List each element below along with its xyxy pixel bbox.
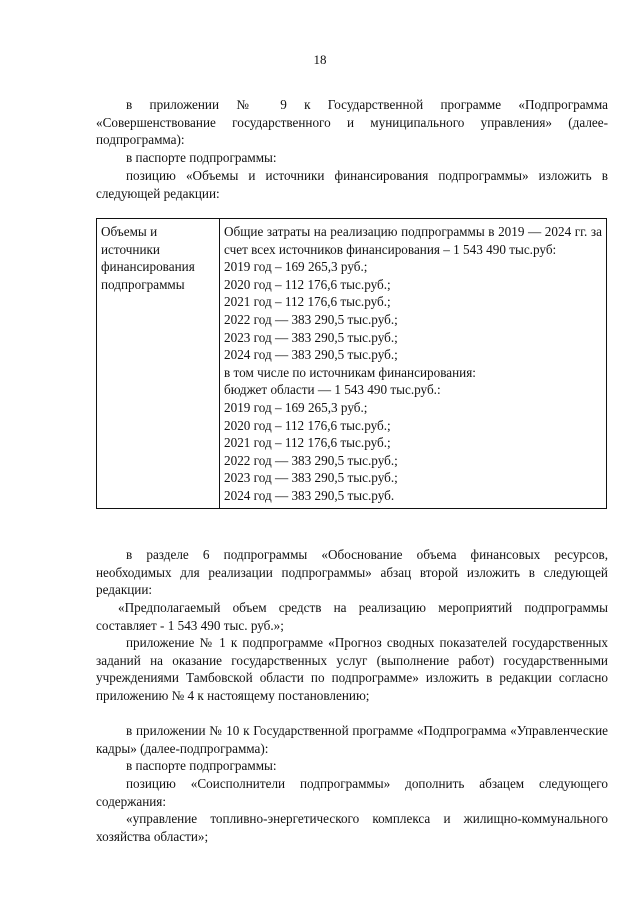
year-region-line: 2021 год – 112 176,6 тыс.руб.;	[224, 435, 391, 451]
paragraph-estimated-volume: «Предполагаемый объем средств на реализацию мероприятий подпрограммы составляет - 1 543 490 тыс. руб.»;	[96, 600, 608, 633]
paragraph-position-volumes: позицию «Объемы и источники финансирования подпрограммы» изложить в следующей редакции:	[96, 168, 608, 201]
table-cell-content	[220, 219, 607, 509]
passport-table	[96, 218, 607, 509]
sources-heading: в том числе по источникам финансирования:	[224, 364, 476, 380]
table-cell-label: Объемы и источники финансирования подпрограммы	[97, 219, 220, 509]
paragraph-appendix-1: приложение № 1 к подпрограмме «Прогноз сводных показателей государственных заданий на оказание государственных услуг (выполнение работ) государственными учреждениями Тамбовской области по подпрограмме» изложить в редакции согласно приложению № 4 к настоящему постановлению;	[96, 635, 608, 703]
year-total-line: 2019 год – 169 265,3 руб.;	[224, 259, 368, 275]
year-total-line: 2021 год – 112 176,6 тыс.руб.;	[224, 294, 391, 310]
year-region-line: 2020 год – 112 176,6 тыс.руб.;	[224, 417, 391, 433]
year-total-line: 2022 год — 383 290,5 тыс.руб.;	[224, 311, 398, 327]
year-total-line: 2024 год — 383 290,5 тыс.руб.;	[224, 347, 398, 363]
table-row	[97, 219, 607, 509]
paragraph-section-6: в разделе 6 подпрограммы «Обоснование объема финансовых ресурсов, необходимых для реализации подпрограммы» абзац второй изложить в следующей редакции:	[96, 547, 608, 598]
year-region-line: 2023 год — 383 290,5 тыс.руб.;	[224, 470, 398, 486]
year-region-line: 2024 год — 383 290,5 тыс.руб.	[224, 487, 395, 503]
page-number: 18	[313, 52, 327, 67]
paragraph-co-executors: позицию «Соисполнители подпрограммы» дополнить абзацем следующего содержания:	[96, 776, 608, 809]
paragraph-passport: в паспорте подпрограммы:	[126, 150, 277, 165]
year-region-line: 2022 год — 383 290,5 тыс.руб.;	[224, 452, 398, 468]
paragraph-appendix-9: в приложении № 9 к Государственной программе «Подпрограмма «Совершенствование государственного и муниципального управления» (далее-подпрограмма):	[96, 97, 608, 148]
year-region-line: 2019 год – 169 265,3 руб.;	[224, 399, 368, 415]
paragraph-appendix-10: в приложении № 10 к Государственной программе «Подпрограмма «Управленческие кадры» (далее-подпрограмма):	[96, 723, 608, 756]
year-total-line: 2023 год — 383 290,5 тыс.руб.;	[224, 329, 398, 345]
total-costs-text: Общие затраты на реализацию подпрограммы в 2019 — 2024 гг. за счет всех источников финансирования – 1 543 490 тыс.руб:	[224, 224, 602, 257]
paragraph-fuel-energy-department: «управление топливно-энергетического комплекса и жилищно-коммунального хозяйства области»;	[96, 811, 608, 844]
region-budget-line: бюджет области — 1 543 490 тыс.руб.:	[224, 382, 441, 398]
paragraph-passport-2: в паспорте подпрограммы:	[126, 758, 277, 773]
year-total-line: 2020 год – 112 176,6 тыс.руб.;	[224, 276, 391, 292]
